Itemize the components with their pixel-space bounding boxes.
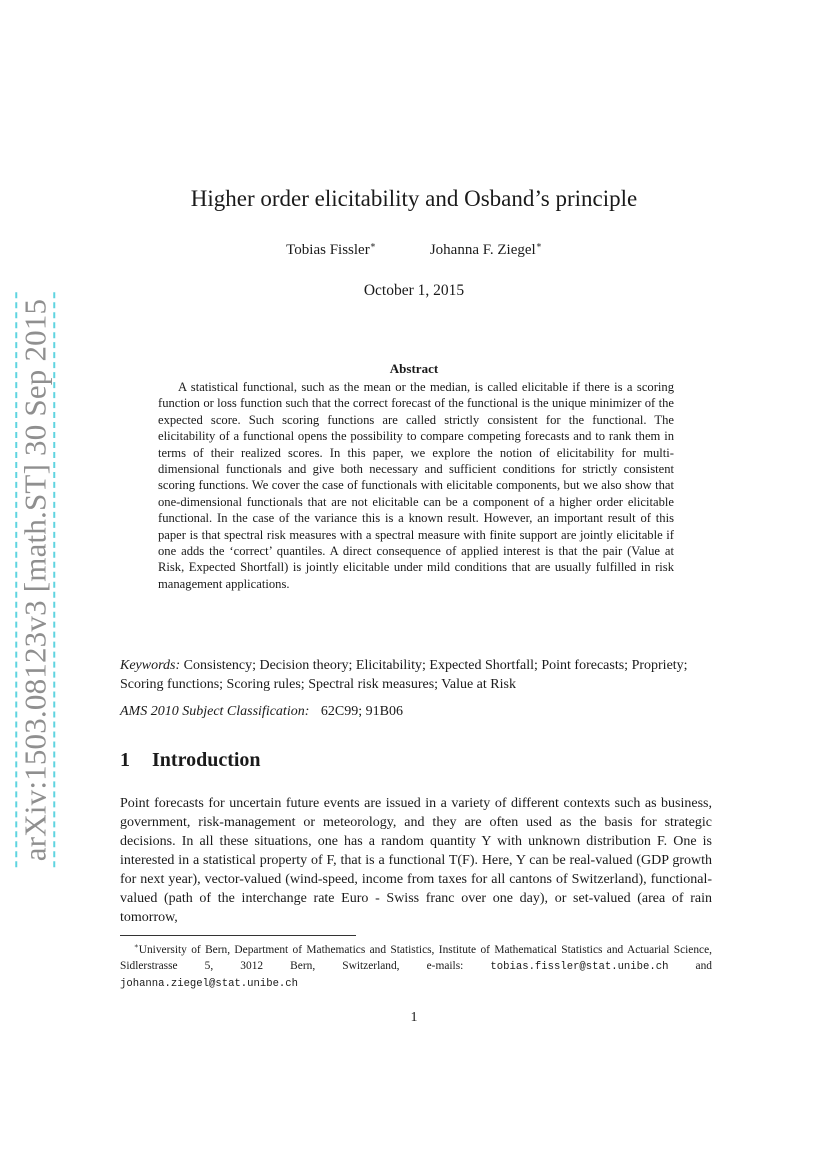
introduction-text: Point forecasts for uncertain future events are issued in a variety of different contexts such as business, government, risk-management or meteorology, and they are often used as the basis for strategic decisions. In all these situations, one has a random quantity Y with unknown distribution F. One is interested in a statistical property of F, that is a functional T(F). Here, Y can be real-valued (GDP growth for next year), vector-valued (wind-speed, income from taxes for all cantons of Switzerland), functional-valued (path of the interchange rate Euro - Swiss franc over one day), or set-valued (area of rain tomorrow, [120,796,712,925]
keywords-text: Consistency; Decision theory; Elicitability; Expected Shortfall; Point forecasts; Propriety; Scoring functions; Scoring rules; Spectral risk measures; Value at Risk [120,658,688,692]
paper-title: Higher order elicitability and Osband’s principle [190,186,638,211]
email-link-fissler[interactable]: tobias.fissler@stat.unibe.ch [490,960,669,973]
footnote-and: and [695,959,712,972]
ams-codes: 62C99; 91B06 [320,704,403,719]
arxiv-identifier-stamp [10,298,60,862]
abstract-text: A statistical functional, such as the mean or the median, is called elicitable if there is a scoring function or loss function such that the correct forecast of the functional is the unique minimizer of the expected score. Such scoring functions are called strictly consistent for the functional. The elicitability of a functional opens the possibility to compare competing forecasts and to rank them in terms of their realized scores. In this paper, we explore the notion of elicitability for multi-dimensional functionals and give both necessary and sufficient conditions for strictly consistent scoring functions. We cover the case of functionals with elicitable components, but we also show that one-dimensional functionals that are not elicitable can be a component of a higher order elicitable functional. In the case of the variance this is a known result. However, an important result of this paper is that spectral risk measures with a spectral measure with finite support are jointly elicitable if one adds the ‘correct’ quantiles. A direct consequence of applied interest is that the pair (Value at Risk, Expected Shortfall) is jointly elicitable under mild conditions that are usually fulfilled in risk management applications. [158,380,674,591]
author-1-footnote-mark: ∗ [369,240,376,250]
paper-date: October 1, 2015 [363,282,465,299]
ams-classification [120,704,712,720]
author-1-name: Tobias Fissler [286,242,370,258]
section-number: 1 [120,749,130,771]
footnote [120,938,712,992]
author-list [0,240,828,259]
arxiv-identifier-text: arXiv:1503.08123v3 [math.ST] 30 Sep 2015 [15,293,55,868]
footnote-mark: ∗ [134,942,139,950]
author-2-name: Johanna F. Ziegel [429,242,536,258]
footnote-text: University of Bern, Department of Mathematics and Statistics, Institute of Mathematical Statistics and Actuarial Science, Sidlerstrasse 5, 3012 Bern, Switzerland, e-mails: [120,943,712,972]
author-1 [286,240,376,259]
page-number: 1 [410,1010,418,1025]
ams-label: AMS 2010 Subject Classification: [120,704,310,719]
keywords-label: Keywords: [120,658,181,673]
section-title: Introduction [152,749,261,771]
keywords [120,656,712,694]
footnote-divider [120,935,356,936]
author-2-footnote-mark: ∗ [535,240,542,250]
author-2 [430,240,542,259]
section-heading [120,749,261,772]
email-link-ziegel[interactable]: johanna.ziegel@stat.unibe.ch [120,977,299,990]
abstract-heading: Abstract [389,361,439,376]
